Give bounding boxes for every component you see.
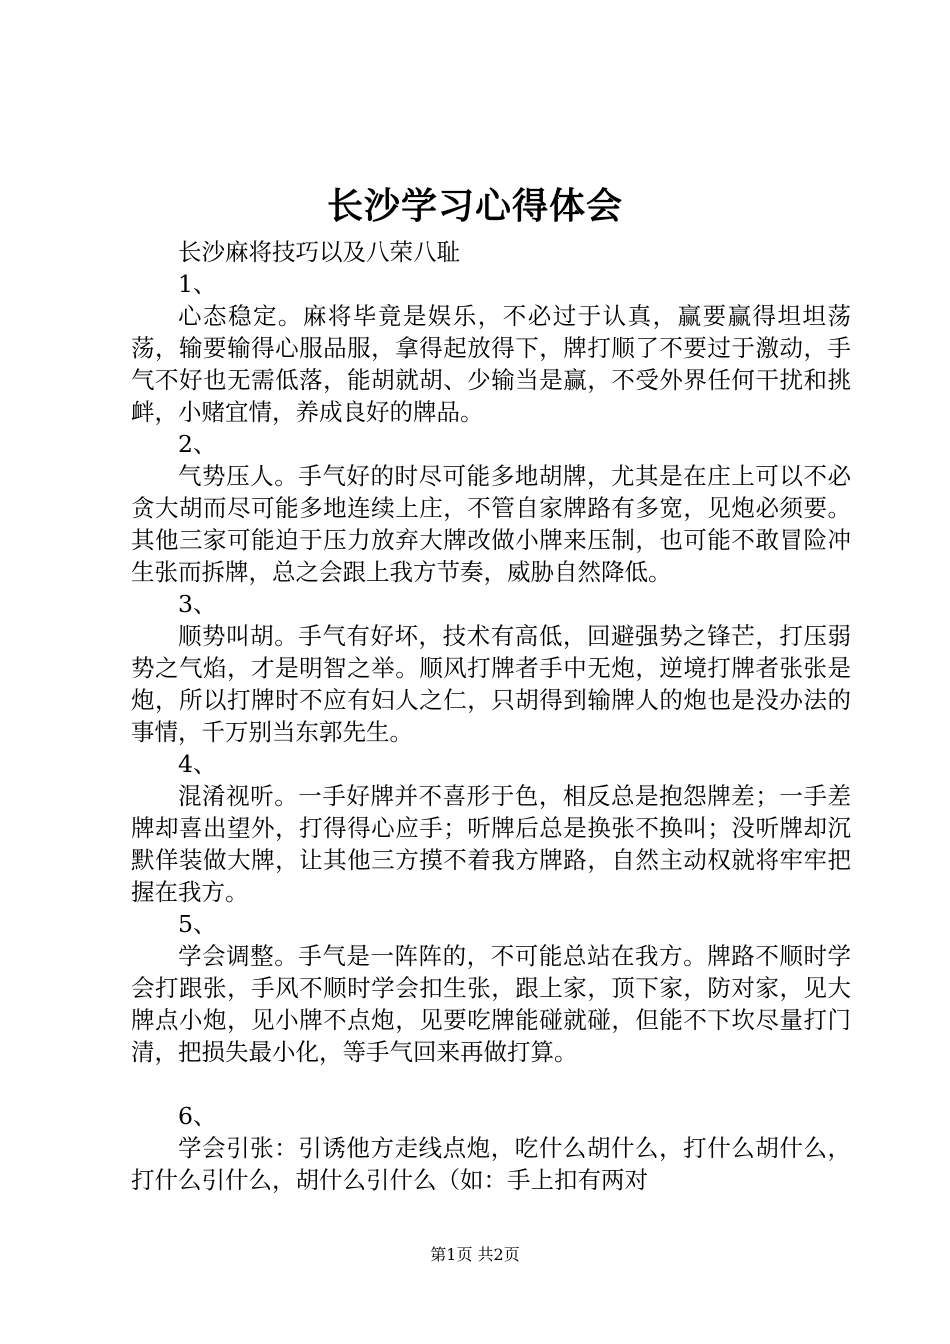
paragraph-2: 气势压人。手气好的时尽可能多地胡牌，尤其是在庄上可以不必贪大胡而尽可能多地连续上庄，不管自家牌路有多宽，见炮必须要。其他三家可能迫于压力放弃大牌改做小牌来压制，也可能不敢冒险冲生张而拆牌，总之会跟上我方节奏，威胁自然降低。 (131, 462, 851, 586)
document-body (131, 236, 851, 1196)
paragraph-4: 混淆视听。一手好牌并不喜形于色，相反总是抱怨牌差；一手差牌却喜出望外，打得得心应手；听牌后总是换张不换叫；没听牌却沉默佯装做大牌，让其他三方摸不着我方牌路，自然主动权就将牢牢把握在我方。 (131, 782, 851, 906)
paragraph-6: 学会引张：引诱他方走线点炮，吃什么胡什么，打什么胡什么，打什么引什么，胡什么引什么（如：手上扣有两对 (131, 1134, 851, 1194)
section-number-6: 6、 (178, 1102, 217, 1130)
section-number-3: 3、 (178, 590, 217, 618)
paragraph-3: 顺势叫胡。手气有好坏，技术有高低，回避强势之锋芒，打压弱势之气焰，才是明智之举。顺风打牌者手中无炮，逆境打牌者张张是炮，所以打牌时不应有妇人之仁，只胡得到输牌人的炮也是没办法的事情，千万别当东郭先生。 (131, 622, 851, 746)
section-number-1: 1、 (178, 270, 217, 298)
subtitle-paragraph: 长沙麻将技巧以及八荣八耻 (178, 238, 460, 266)
section-number-4: 4、 (178, 750, 217, 778)
section-number-5: 5、 (178, 910, 217, 938)
paragraph-5: 学会调整。手气是一阵阵的，不可能总站在我方。牌路不顺时学会打跟张，手风不顺时学会扣生张，跟上家，顶下家，防对家，见大牌点小炮，见小牌不点炮，见要吃牌能碰就碰，但能不下坎尽量打门清，把损失最小化，等手气回来再做打算。 (131, 942, 851, 1066)
paragraph-1: 心态稳定。麻将毕竟是娱乐，不必过于认真，赢要赢得坦坦荡荡，输要输得心服品服，拿得起放得下，牌打顺了不要过于激动，手气不好也无需低落，能胡就胡、少输当是赢，不受外界任何干扰和挑衅，小赌宜情，养成良好的牌品。 (131, 302, 851, 426)
page-footer: 第1页 共2页 (430, 1245, 520, 1264)
document-title: 长沙学习心得体会 (326, 185, 623, 227)
blank-line (131, 1068, 851, 1100)
section-number-2: 2、 (178, 430, 217, 458)
